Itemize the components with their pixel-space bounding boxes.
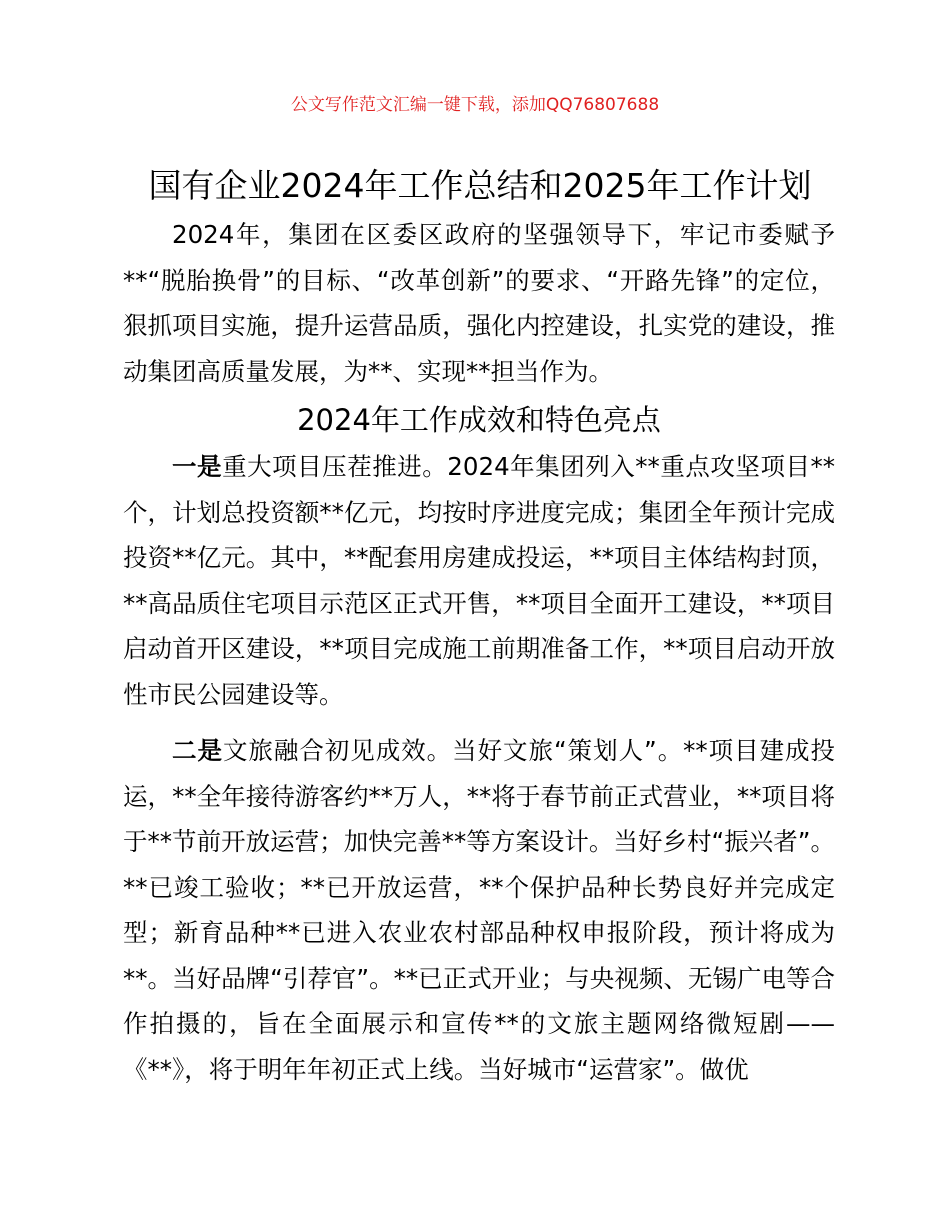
point-text: 文旅融合初见成效。当好文旅“策划人”。**项目建成投运，**全年接待游客约**万人，**将于春节前正式营业，**项目将于**节前开放运营；加快完善**等方案设计。当好乡村“振兴者”。**已竣工验收；**已开放运营，**个保护品种长势良好并完成定型；新育品种**已进入农业农村部品种权申报阶段，预计将成为**。当好品牌“引荐官”。**已正式开业；与央视频、无锡广电等合作拍摄的，旨在全面展示和宣传**的文旅主题网络微短剧——《**》，将于明年年初正式上线。当好城市“运营家”。做优 (123, 736, 835, 1084)
intro-paragraph: 2024年，集团在区委区政府的坚强领导下，牢记市委赋予**“脱胎换骨”的目标、“改革创新”的要求、“开路先锋”的定位，狠抓项目实施，提升运营品质，强化内控建设，扎实党的建设，推动集团高质量发展，为**、实现**担当作为。 (123, 220, 835, 386)
paragraph-spacer (123, 717, 835, 728)
document-title: 国有企业2024年工作总结和2025年工作计划 (148, 166, 812, 205)
document-body (123, 212, 835, 1092)
point-paragraph-2 (123, 728, 835, 1092)
point-lead: 一是 (172, 452, 223, 481)
point-lead: 二是 (172, 736, 223, 765)
download-notice: 公文写作范文汇编一键下载，添加QQ76807688 (290, 95, 660, 115)
point-text: 重大项目压茬推进。2024年集团列入**重点攻坚项目**个，计划总投资额**亿元，均按时序进度完成；集团全年预计完成投资**亿元。其中，**配套用房建成投运，**项目主体结构封顶，**高品质住宅项目示范区正式开售，**项目全面开工建设，**项目启动首开区建设，**项目完成施工前期准备工作，**项目启动开放性市民公园建设等。 (123, 452, 835, 709)
section-heading: 2024年工作成效和特色亮点 (297, 403, 661, 437)
point-paragraph-1 (123, 444, 835, 717)
